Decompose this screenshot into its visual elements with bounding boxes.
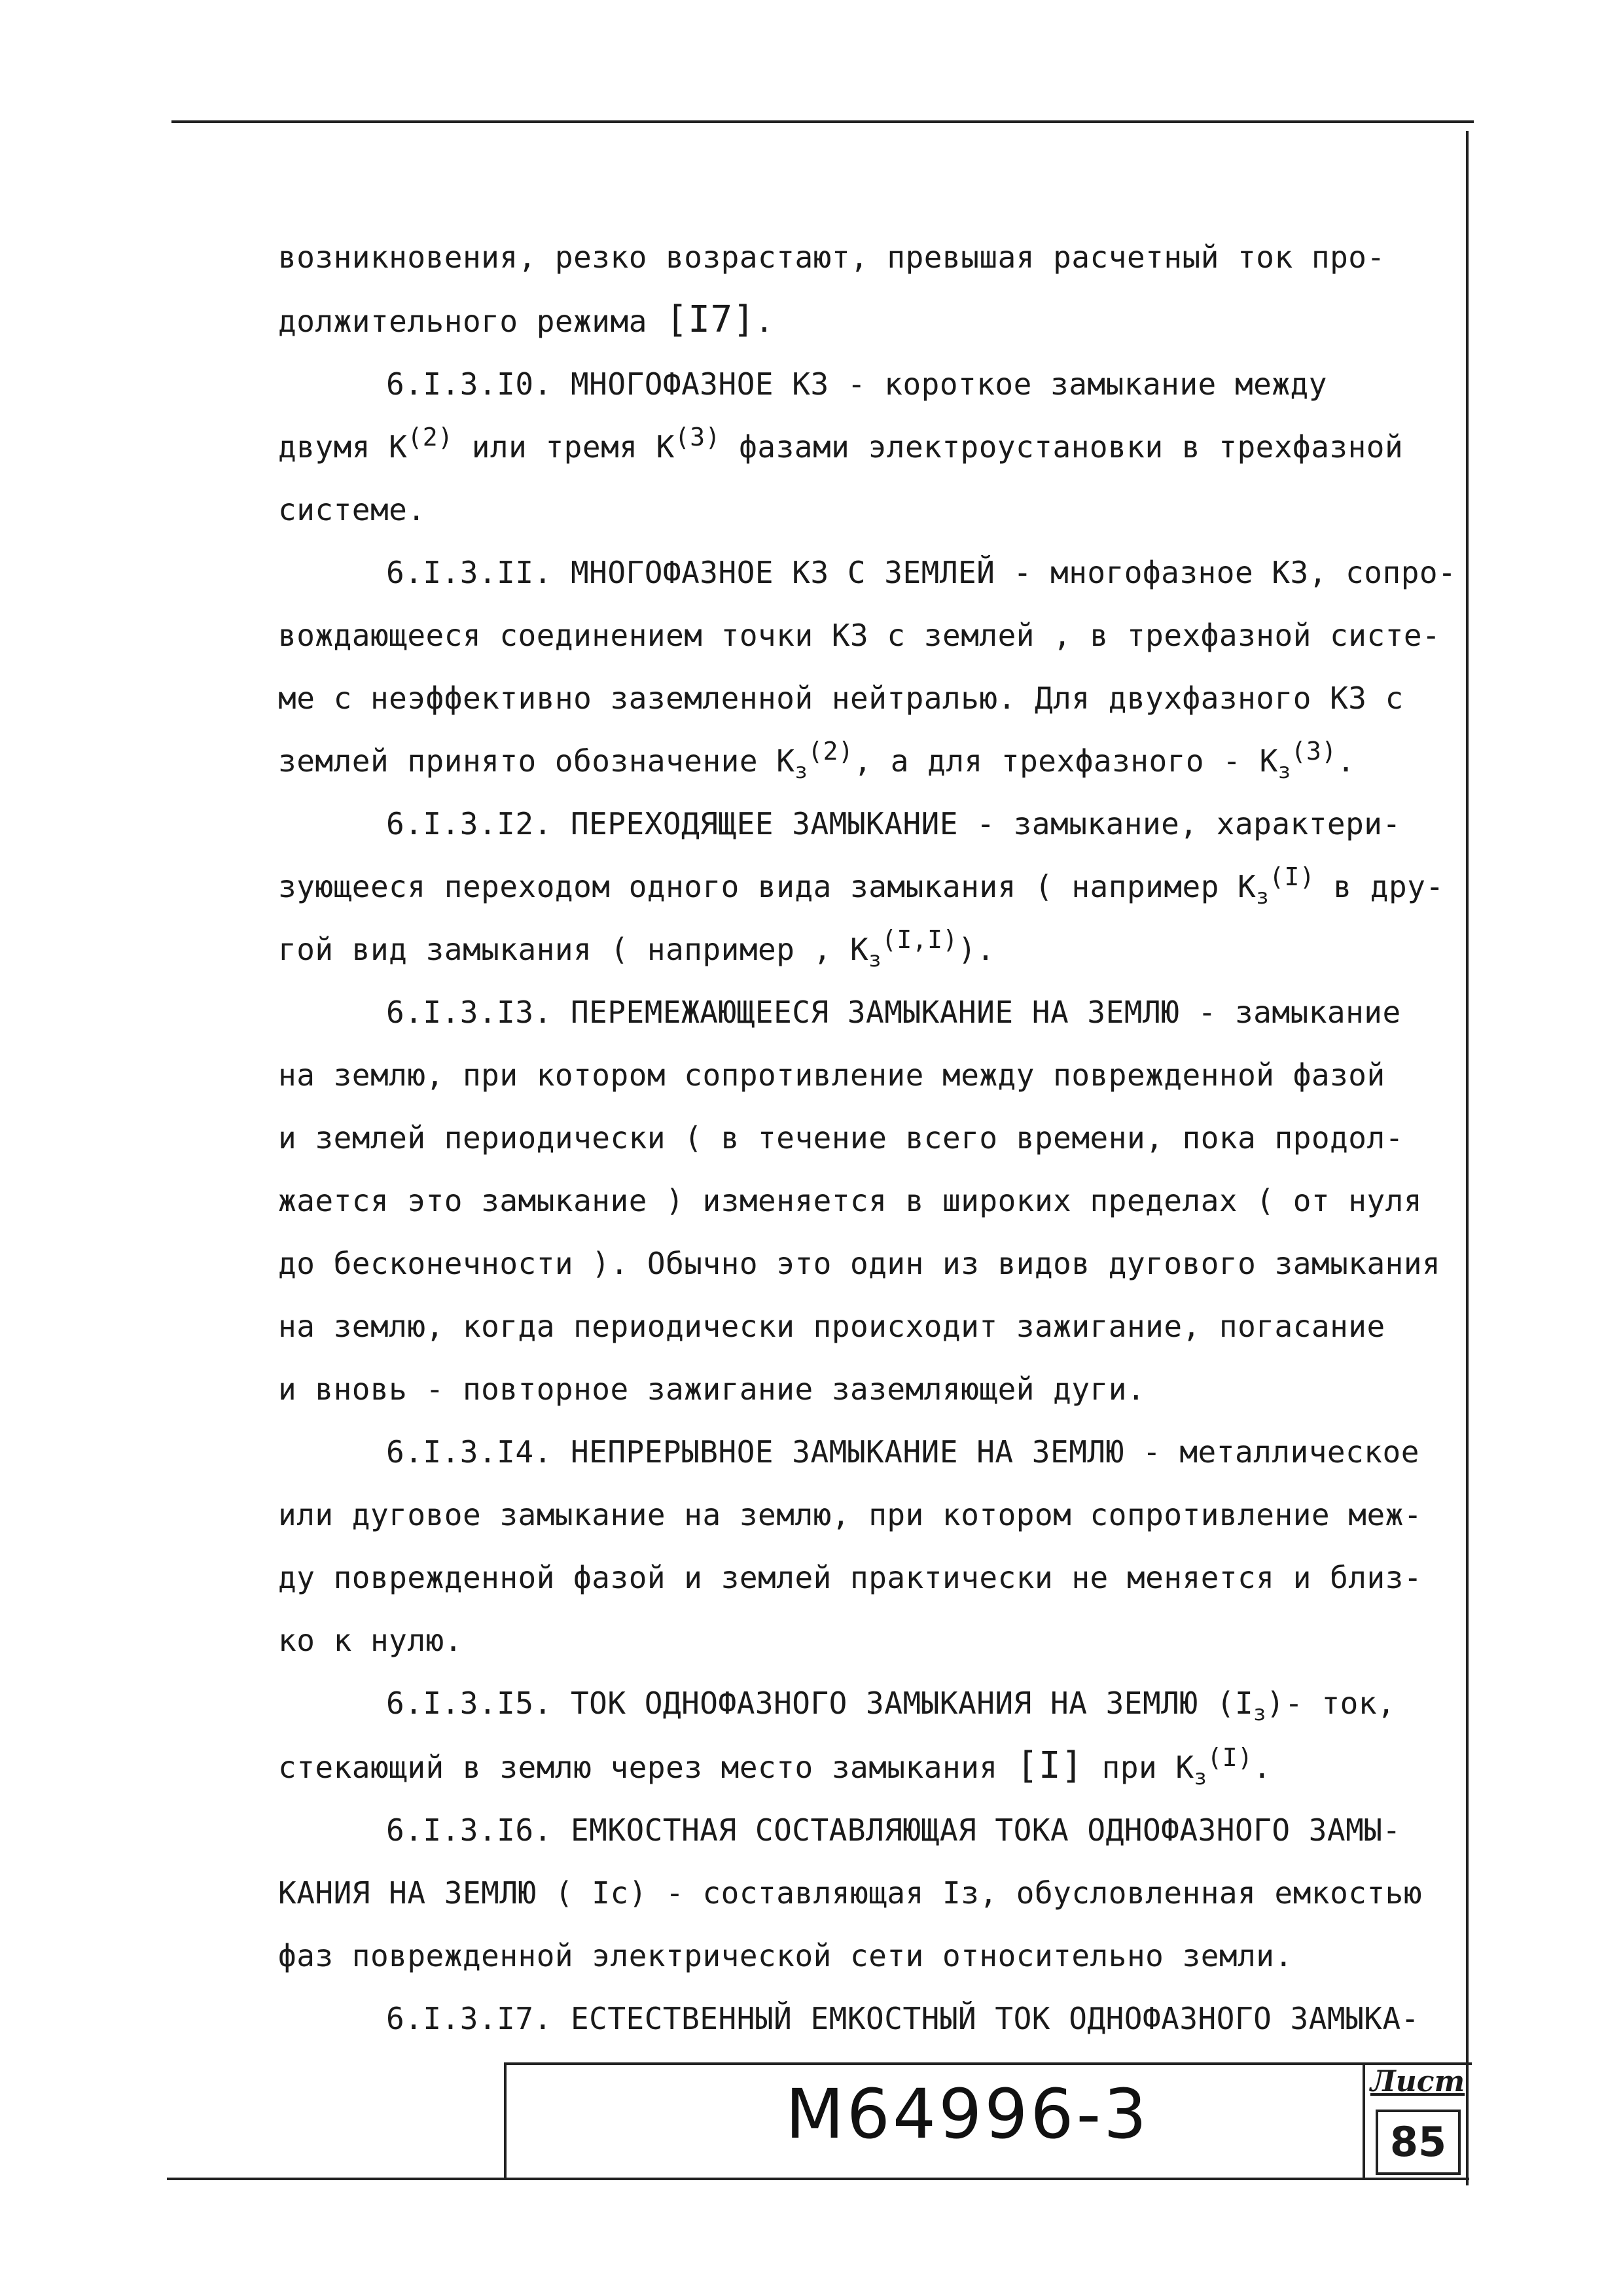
text-line: зующееся переходом одного вида замыкания ( например $К_з^{(I)}$ в дру- [278, 862, 1444, 909]
clause-6-1-3-15: 6.I.3.I5. ТОК ОДНОФАЗНОГО ЗАМЫКАНИЯ НА ЗЕМЛЮ $(I_з)-$ ток, [386, 1686, 1396, 1725]
text-line: КАНИЯ НА ЗЕМЛЮ ( Iс) - составляющая Iз, обусловленная емкостью [278, 1875, 1423, 1911]
clause-6-1-3-12: 6.I.3.I2. ПЕРЕХОДЯЩЕЕ ЗАМЫКАНИЕ - замыкание, характери- [386, 806, 1401, 841]
text-line: фаз поврежденной электрической сети относительно земли. [278, 1938, 1293, 1973]
reference-bracket: [I7] [666, 298, 755, 341]
text-line: землей принято обозначение $К_з^{(2)}$, а для трехфазного - $К_з^{(3)}$. [278, 737, 1355, 783]
text-line: возникновения, резко возрастают, превышая расчетный ток про- [278, 239, 1385, 275]
sheet-number: 85 [1376, 2110, 1461, 2175]
text-line: ко к нулю. [278, 1623, 463, 1658]
clause-6-1-3-17: 6.I.3.I7. ЕСТЕСТВЕННЫЙ ЕМКОСТНЫЙ ТОК ОДНОФАЗНОГО ЗАМЫКА- [386, 2001, 1419, 2036]
text-line: двумя $К^{(2)}$ или тремя $К^{(3)}$ фазами электроустановки в трехфазной [278, 423, 1404, 465]
text-line: и землей периодически ( в течение всего времени, пока продол- [278, 1120, 1404, 1156]
text-line: на землю, когда периодически происходит зажигание, погасание [278, 1309, 1385, 1344]
text-line: до бесконечности ). Обычно это один из видов дугового замыкания [278, 1246, 1441, 1281]
clause-6-1-3-11: 6.I.3.II. МНОГОФАЗНОЕ КЗ С ЗЕМЛЕЙ - многофазное КЗ, сопро- [386, 555, 1457, 590]
text-line: ме с неэффективно заземленной нейтралью. Для двухфазного КЗ с [278, 680, 1404, 716]
clause-6-1-3-13: 6.I.3.I3. ПЕРЕМЕЖАЮЩЕЕСЯ ЗАМЫКАНИЕ НА ЗЕМЛЮ - замыкание [386, 995, 1401, 1030]
sheet-box [1363, 2062, 1470, 2178]
text-line: и вновь - повторное зажигание заземляющей дуги. [278, 1371, 1146, 1407]
text-line: ду поврежденной фазой и землей практически не меняется и близ- [278, 1560, 1423, 1595]
text-line: стекающий в землю через место замыкания [I] при $К_з^{(I)}$. [278, 1743, 1272, 1790]
frame-top-border [171, 120, 1474, 123]
document-body [278, 226, 1457, 2050]
text-line: жается это замыкание ) изменяется в широких пределах ( от нуля [278, 1183, 1423, 1218]
text-line: системе. [278, 492, 426, 527]
frame-right-border [1466, 131, 1469, 2185]
text-line: должительного режима [I7]. [278, 298, 774, 341]
text-line: или дуговое замыкание на землю, при котором сопротивление меж- [278, 1497, 1423, 1532]
reference-bracket: [I] [1016, 1744, 1084, 1787]
text-line: на землю, при котором сопротивление между поврежденной фазой [278, 1057, 1385, 1093]
frame-bottom-border [167, 2178, 1469, 2180]
document-code: М64996-3 [785, 2074, 1150, 2154]
clause-6-1-3-16: 6.I.3.I6. ЕМКОСТНАЯ СОСТАВЛЯЮЩАЯ ТОКА ОДНОФАЗНОГО ЗАМЫ- [386, 1812, 1401, 1848]
text-line: вождающееся соединением точки КЗ с землей , в трехфазной систе- [278, 618, 1441, 653]
clause-6-1-3-14: 6.I.3.I4. НЕПРЕРЫВНОЕ ЗАМЫКАНИЕ НА ЗЕМЛЮ - металлическое [386, 1434, 1419, 1470]
text-line: гой вид замыкания ( например , $К_з^{(I,I)}$). [278, 925, 995, 972]
sheet-label: Лист [1370, 2065, 1465, 2098]
clause-6-1-3-10: 6.I.3.I0. МНОГОФАЗНОЕ КЗ - короткое замыкание между [386, 366, 1327, 402]
